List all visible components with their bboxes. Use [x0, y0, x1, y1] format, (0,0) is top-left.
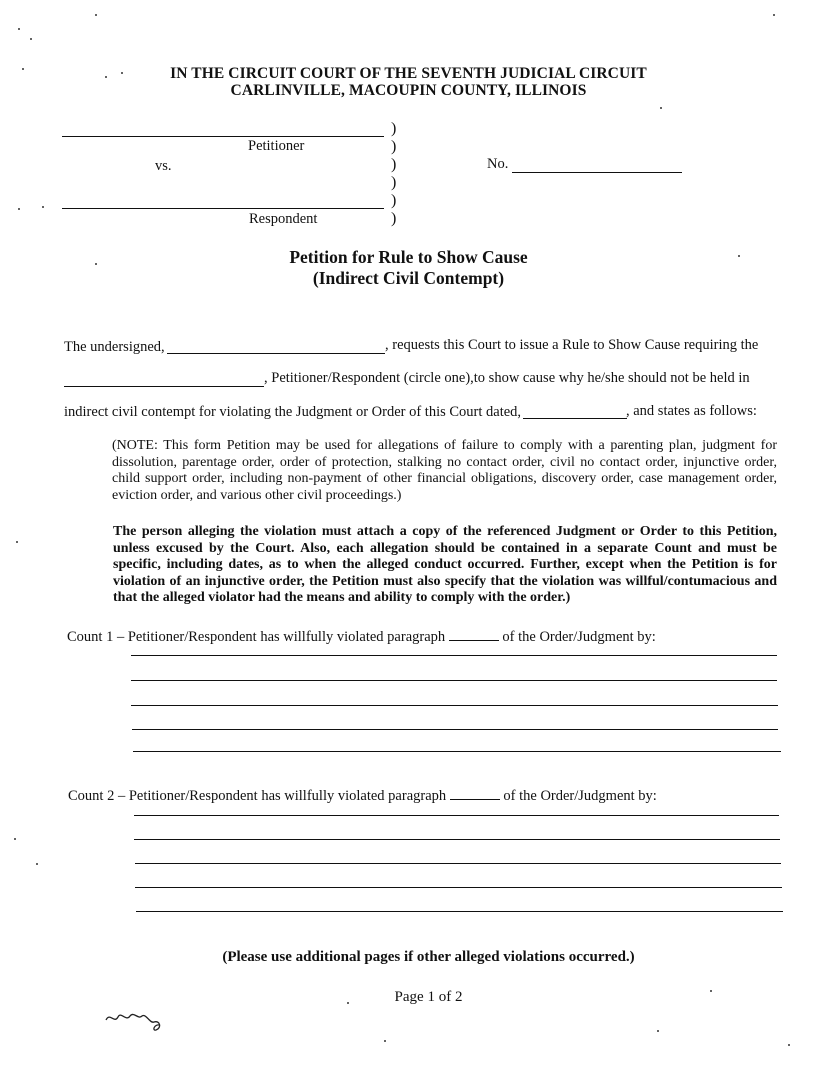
page-number: Page 1 of 2 — [394, 989, 463, 1005]
scan-speck — [95, 263, 97, 265]
additional-pages-note: (Please use additional pages if other alleged violations occurred.) — [222, 949, 635, 965]
petition-subtitle: (Indirect Civil Contempt) — [312, 268, 505, 288]
scan-speck — [710, 990, 712, 992]
scan-speck — [347, 1002, 349, 1004]
intro-states-follows: , and states as follows: — [626, 403, 757, 419]
count-2-heading — [68, 787, 657, 805]
petition-title: Petition for Rule to Show Cause — [289, 247, 528, 267]
count-1-line-5[interactable] — [133, 751, 781, 752]
count-2-paragraph-field[interactable] — [450, 787, 500, 800]
count-2-line-4[interactable] — [135, 887, 782, 888]
count-1-line-3[interactable] — [131, 705, 778, 706]
count-2-line-1[interactable] — [134, 815, 779, 816]
scan-speck — [42, 206, 44, 208]
scan-speck — [18, 28, 20, 30]
caption-bracket-4: ) — [391, 174, 397, 191]
undersigned-name-field[interactable] — [167, 353, 385, 354]
count-1-line-1[interactable] — [131, 655, 777, 656]
handwritten-squiggle — [104, 1008, 168, 1034]
count-2-line-2[interactable] — [134, 839, 780, 840]
intro-show-cause-text: , Petitioner/Respondent (circle one),to show cause why he/she should not be held in — [264, 370, 750, 386]
scan-speck — [738, 255, 740, 257]
order-date-field[interactable] — [523, 418, 627, 419]
caption-bracket-3: ) — [391, 156, 397, 173]
scan-speck — [384, 1040, 386, 1042]
scan-speck — [660, 107, 662, 109]
count-1-heading — [67, 628, 656, 646]
caption-bracket-1: ) — [391, 120, 397, 137]
scan-speck — [16, 541, 18, 543]
case-number-field[interactable] — [512, 172, 682, 173]
scan-speck — [773, 14, 775, 16]
scan-speck — [18, 208, 20, 210]
count-1-line-4[interactable] — [132, 729, 778, 730]
scan-speck — [36, 863, 38, 865]
scan-speck — [657, 1030, 659, 1032]
count-1-paragraph-field[interactable] — [449, 628, 499, 641]
count-1-label: Count 1 — [67, 629, 114, 645]
petitioner-name-field[interactable] — [62, 136, 384, 137]
count-2-text-after: of the Order/Judgment by: — [499, 788, 657, 804]
count-1-line-2[interactable] — [131, 680, 777, 681]
respondent-label: Respondent — [249, 211, 318, 227]
note-paragraph: (NOTE: This form Petition may be used for allegations of failure to comply with a parenting plan, judgment for dissolution, parentage order, order of protection, stalking no contact order, civil no contact order, injunctive order, child support order, including non-payment of other financial obligations, discovery order, case management order, eviction order, and various other civil proceedings.) — [112, 438, 777, 503]
count-2-line-3[interactable] — [135, 863, 781, 864]
caption-bracket-5: ) — [391, 192, 397, 209]
intro-undersigned-label: The undersigned, — [64, 339, 165, 355]
scan-speck — [788, 1044, 790, 1046]
party-name-field[interactable] — [64, 386, 264, 387]
count-1-text-before: – Petitioner/Respondent has willfully violated paragraph — [113, 629, 449, 645]
scan-speck — [105, 76, 107, 78]
vs-label: vs. — [155, 158, 172, 174]
scan-speck — [14, 838, 16, 840]
instructions-paragraph: The person alleging the violation must attach a copy of the referenced Judgment or Order to this Petition, unless excused by the Court. Also, each allegation should be contained in a separate Count and must be specific, including dates, as to when the alleged conduct occurred. Further, except when the Petition is for violation of an injunctive order, the Petition must also specify that the violation was willful/contumacious and that the alleged violator had the means and ability to comply with the order.) — [113, 524, 777, 605]
court-location-line2: CARLINVILLE, MACOUPIN COUNTY, ILLINOIS — [230, 82, 587, 99]
scan-speck — [121, 72, 123, 74]
case-number-label: No. — [487, 156, 509, 172]
scan-speck — [22, 68, 24, 70]
intro-contempt-text: indirect civil contempt for violating the Judgment or Order of this Court dated, — [64, 404, 522, 420]
count-2-line-5[interactable] — [136, 911, 783, 912]
court-name-line1: IN THE CIRCUIT COURT OF THE SEVENTH JUDICIAL CIRCUIT — [170, 65, 647, 82]
respondent-name-field[interactable] — [62, 208, 384, 209]
caption-bracket-6: ) — [391, 210, 397, 227]
count-2-text-before: – Petitioner/Respondent has willfully violated paragraph — [114, 788, 450, 804]
count-1-text-after: of the Order/Judgment by: — [498, 629, 656, 645]
caption-bracket-2: ) — [391, 138, 397, 155]
scan-speck — [95, 14, 97, 16]
scan-speck — [30, 38, 32, 40]
count-2-label: Count 2 — [68, 788, 115, 804]
petitioner-label: Petitioner — [248, 138, 305, 154]
intro-request-text: , requests this Court to issue a Rule to Show Cause requiring the — [385, 337, 759, 353]
